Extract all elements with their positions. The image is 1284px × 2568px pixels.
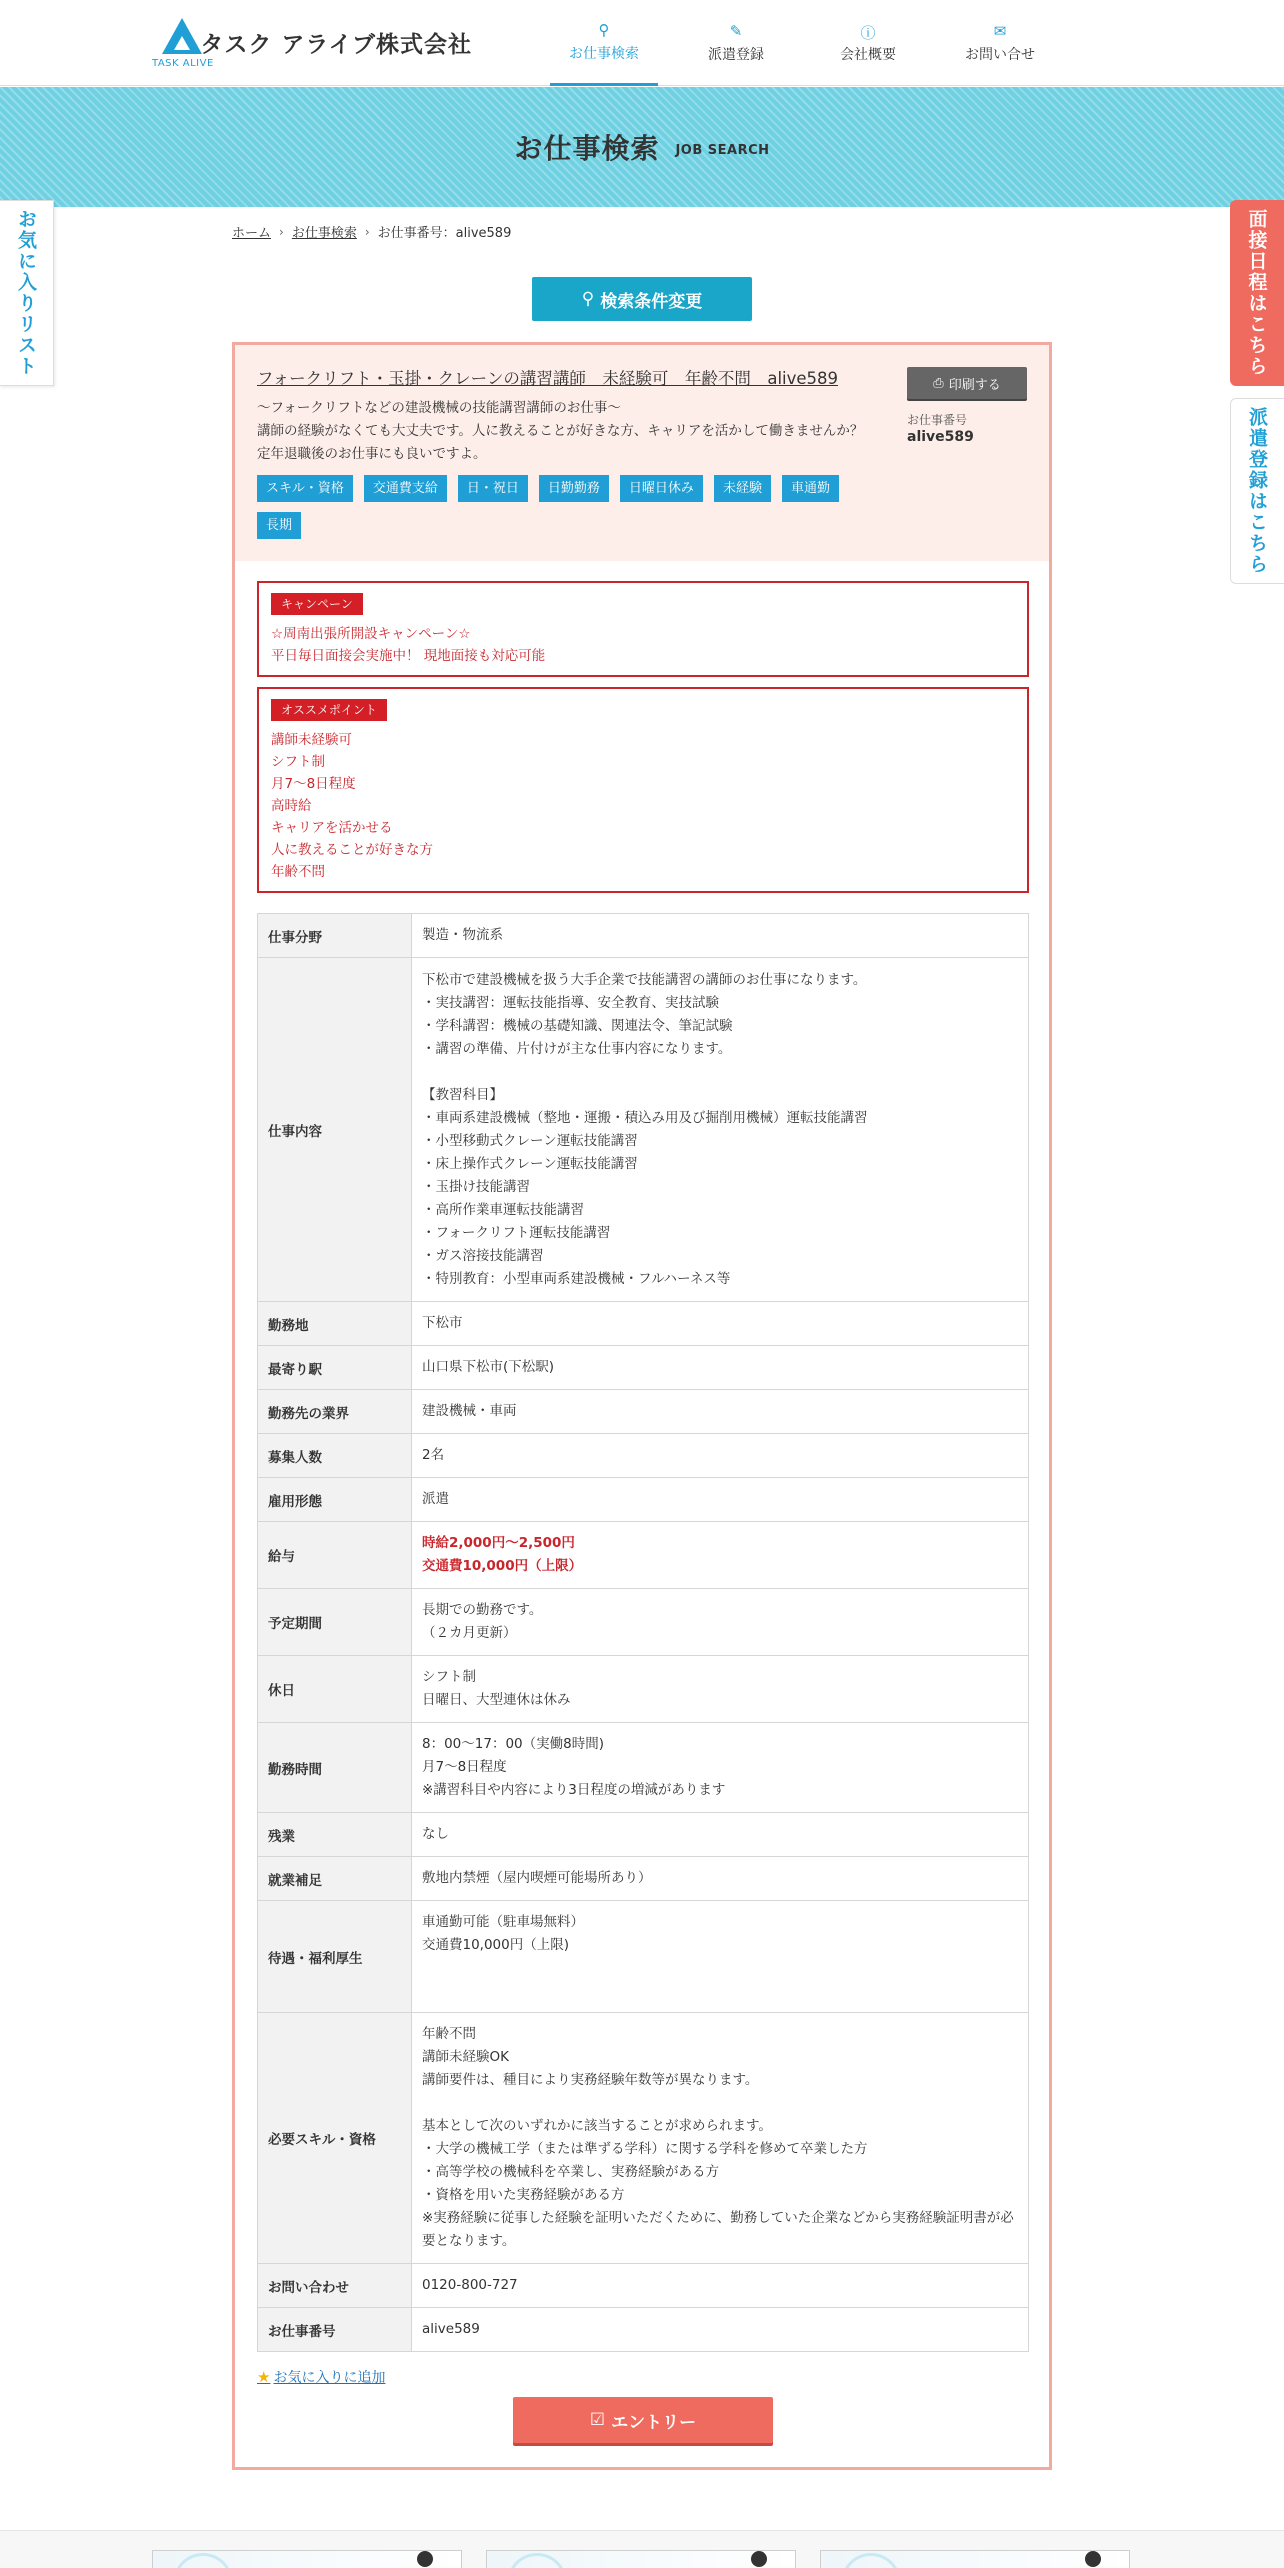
detail-value: 下松市で建設機械を扱う大手企業で技能講習の講師のお仕事になります。 ・実技講習：運転技能指導、安全教育、実技試験 ・学科講習：機械の基礎知識、関連法令、筆記試験 ・講習の準備、片付けが主な仕事内容になります。 【教習科目】 ・車両系建設機械（整地・運搬・積込み用及び掘削用機械）運転技能講習 ・小型移動式クレーン運転技能講習 ・床上操作式クレーン運転技能講習 ・玉掛け技能講習 ・高所作業車運転技能講習 ・フォークリフト運転技能講習 ・ガス溶接技能講習 ・特別教育：小型車両系建設機械・フルハーネス等	[412, 958, 1029, 1302]
recommend-point: 講師未経験可	[271, 732, 352, 748]
recommend-point: 高時給	[271, 798, 312, 814]
job-details-table	[257, 913, 1029, 2352]
table-row	[258, 1478, 1029, 1522]
nav-label: 会社概要	[840, 47, 896, 63]
detail-value: 8：00～17：00（実働8時間) 月7～8日程度 ※講習科目や内容により3日程度の増減があります	[412, 1723, 1029, 1813]
entry-button[interactable]	[513, 2397, 773, 2443]
detail-label: 休日	[258, 1656, 412, 1723]
job-tag: 日曜日休み	[620, 475, 703, 502]
detail-value: 年齢不問 講師未経験OK 講師要件は、種目により実務経験年数等が異なります。 基本として次のいずれかに該当することが求められます。 ・大学の機械工学（または準ずる学科）に関する学科を修めて卒業した方 ・高等学校の機械科を卒業し、実務経験がある方 ・資格を用いた実務経験がある方 ※実務経験に従事した経験を証明いただくために、勤務していた企業などから実務経験証明書が必要となります。	[412, 2013, 1029, 2264]
nav-label: お仕事検索	[569, 45, 639, 62]
campaign-label: キャンペーン	[271, 593, 363, 615]
job-tags	[257, 475, 897, 549]
breadcrumb	[232, 222, 511, 241]
banner-graphic	[173, 2553, 233, 2568]
detail-label: 仕事分野	[258, 914, 412, 958]
job-header	[235, 345, 1049, 561]
logo-mark-icon	[152, 18, 214, 70]
register-label: 派遣登録はこちら	[1246, 407, 1268, 575]
recommend-point: 月7～8日程度	[271, 776, 356, 792]
favorites-list-label: お気に入りリスト	[15, 209, 37, 377]
info-circle-icon: ⓘ	[860, 24, 876, 42]
table-row	[258, 1522, 1029, 1589]
detail-value: 山口県下松市(下松駅)	[412, 1346, 1029, 1390]
detail-value: シフト制 日曜日、大型連休は休み	[412, 1656, 1029, 1723]
detail-label: 予定期間	[258, 1589, 412, 1656]
footer-banner[interactable]	[486, 2550, 796, 2568]
table-row	[258, 2264, 1029, 2308]
favorites-list-tab[interactable]	[0, 200, 54, 386]
detail-label: 勤務時間	[258, 1723, 412, 1813]
detail-value: alive589	[412, 2308, 1029, 2352]
footer-banner[interactable]	[820, 2550, 1130, 2568]
entry-label: エントリー	[611, 2412, 697, 2433]
recommend-point: キャリアを活かせる	[271, 820, 393, 836]
detail-label: 仕事内容	[258, 958, 412, 1302]
table-row	[258, 1390, 1029, 1434]
detail-value: 長期での勤務です。 （２カ月更新）	[412, 1589, 1029, 1656]
detail-label: 残業	[258, 1813, 412, 1857]
register-tab[interactable]	[1230, 398, 1284, 584]
page-banner	[0, 87, 1284, 207]
interview-schedule-label: 面接日程はこちら	[1245, 209, 1268, 377]
job-description-line: 定年退職後のお仕事にも良いですよ。	[257, 446, 487, 462]
page-subtitle: JOB SEARCH	[675, 142, 770, 158]
table-row	[258, 1346, 1029, 1390]
search-icon: ⚲	[581, 289, 595, 309]
envelope-icon: ✉	[993, 22, 1007, 40]
logo[interactable]	[152, 18, 472, 70]
job-number: alive589	[907, 429, 974, 445]
detail-label: 最寄り駅	[258, 1346, 412, 1390]
detail-value: なし	[412, 1813, 1029, 1857]
table-row	[258, 1302, 1029, 1346]
detail-value: 2名	[412, 1434, 1029, 1478]
job-tag: 交通費支給	[364, 475, 447, 502]
detail-label: お問い合わせ	[258, 2264, 412, 2308]
job-tag: 日・祝日	[458, 475, 528, 502]
job-tag: 未経験	[714, 475, 771, 502]
detail-label: 待遇・福利厚生	[258, 1901, 412, 2013]
chevron-right-icon: ›	[364, 224, 370, 239]
print-button[interactable]	[907, 367, 1027, 399]
breadcrumb-home[interactable]: ホーム	[232, 226, 272, 241]
detail-label: 募集人数	[258, 1434, 412, 1478]
breadcrumb-search[interactable]: お仕事検索	[291, 226, 357, 241]
detail-value: 製造・物流系	[412, 914, 1029, 958]
change-search-button[interactable]	[532, 277, 752, 321]
detail-value: 敷地内禁煙（屋内喫煙可能場所あり）	[412, 1857, 1029, 1901]
detail-value: 派遣	[412, 1478, 1029, 1522]
footer-banner[interactable]	[152, 2550, 462, 2568]
job-description	[257, 397, 897, 466]
person-image	[417, 2551, 433, 2567]
detail-label: 勤務地	[258, 1302, 412, 1346]
star-icon: ★	[257, 2368, 271, 2386]
table-row	[258, 1813, 1029, 1857]
table-row	[258, 1857, 1029, 1901]
table-row	[258, 1723, 1029, 1813]
banner-graphic	[841, 2553, 901, 2568]
printer-icon: ⎙	[933, 375, 944, 391]
person-image	[1085, 2551, 1101, 2567]
table-row	[258, 1656, 1029, 1723]
recommend-point: シフト制	[271, 754, 325, 770]
recommend-points-box	[257, 687, 1029, 893]
nav-company[interactable]	[814, 0, 922, 86]
nav-label: 派遣登録	[708, 47, 764, 63]
job-tag: 車通勤	[782, 475, 839, 502]
table-row	[258, 2308, 1029, 2352]
detail-label: 勤務先の業界	[258, 1390, 412, 1434]
job-card	[232, 342, 1052, 2470]
job-tag: スキル・資格	[257, 475, 353, 502]
nav-job-search[interactable]	[550, 0, 658, 86]
job-tag: 日勤勤務	[539, 475, 609, 502]
table-row	[258, 958, 1029, 1302]
detail-value: 下松市	[412, 1302, 1029, 1346]
table-row	[258, 1901, 1029, 2013]
table-row	[258, 1434, 1029, 1478]
campaign-line: ☆周南出張所開設キャンペーン☆	[271, 626, 471, 642]
detail-label: 必要スキル・資格	[258, 2013, 412, 2264]
campaign-box	[257, 581, 1029, 677]
recommend-point: 人に教えることが好きな方	[271, 842, 433, 858]
detail-value: 建設機械・車両	[412, 1390, 1029, 1434]
table-row	[258, 2013, 1029, 2264]
add-favorite-label: お気に入りに追加	[273, 2370, 386, 2386]
table-row	[258, 1589, 1029, 1656]
detail-label: 給与	[258, 1522, 412, 1589]
recommend-points-label: オススメポイント	[271, 699, 387, 721]
detail-label: 雇用形態	[258, 1478, 412, 1522]
nav-register[interactable]	[682, 0, 790, 86]
recommend-points-lines	[271, 729, 433, 883]
job-description-line: 講師の経験がなくても大丈夫です。人に教えることが好きな方、キャリアを活かして働きませんか？	[257, 423, 864, 439]
nav-label: お問い合せ	[965, 47, 1035, 63]
nav-contact[interactable]	[946, 0, 1054, 86]
breadcrumb-current: お仕事番号：alive589	[377, 226, 512, 241]
search-icon: ⚲	[598, 20, 610, 39]
person-image	[751, 2551, 767, 2567]
detail-value: 車通勤可能（駐車場無料） 交通費10,000円（上限)	[412, 1901, 1029, 2013]
main-nav	[550, 0, 1078, 86]
print-label: 印刷する	[948, 377, 1001, 393]
banner-graphic	[507, 2553, 567, 2568]
pencil-icon: ✎	[729, 22, 743, 40]
table-row	[258, 914, 1029, 958]
interview-schedule-tab[interactable]	[1230, 200, 1284, 386]
change-search-label: 検索条件変更	[600, 291, 703, 312]
campaign-lines	[271, 623, 545, 667]
add-favorite-link[interactable]	[257, 2367, 385, 2387]
job-number-label: お仕事番号	[907, 413, 968, 427]
logo-sub: TASK ALIVE	[152, 58, 214, 69]
site-header	[0, 0, 1284, 86]
contact-phone[interactable]: 0120-800-727	[412, 2264, 1029, 2308]
detail-label: 就業補足	[258, 1857, 412, 1901]
recommend-point: 年齢不問	[271, 864, 325, 880]
chevron-right-icon: ›	[279, 224, 284, 239]
logo-text: タスク アライブ株式会社	[200, 32, 472, 58]
detail-label: お仕事番号	[258, 2308, 412, 2352]
page-title: お仕事検索	[514, 132, 660, 165]
job-title[interactable]: フォークリフト・玉掛・クレーンの講習講師 未経験可 年齢不問 alive589	[257, 369, 839, 388]
salary-value: 時給2,000円～2,500円 交通費10,000円（上限）	[412, 1522, 1029, 1589]
check-square-icon: ☑	[589, 2410, 606, 2430]
job-description-line: ～フォークリフトなどの建設機械の技能講習講師のお仕事～	[257, 400, 621, 416]
campaign-line: 平日毎日面接会実施中！ 現地面接も対応可能	[271, 648, 546, 664]
job-tag: 長期	[257, 512, 301, 539]
